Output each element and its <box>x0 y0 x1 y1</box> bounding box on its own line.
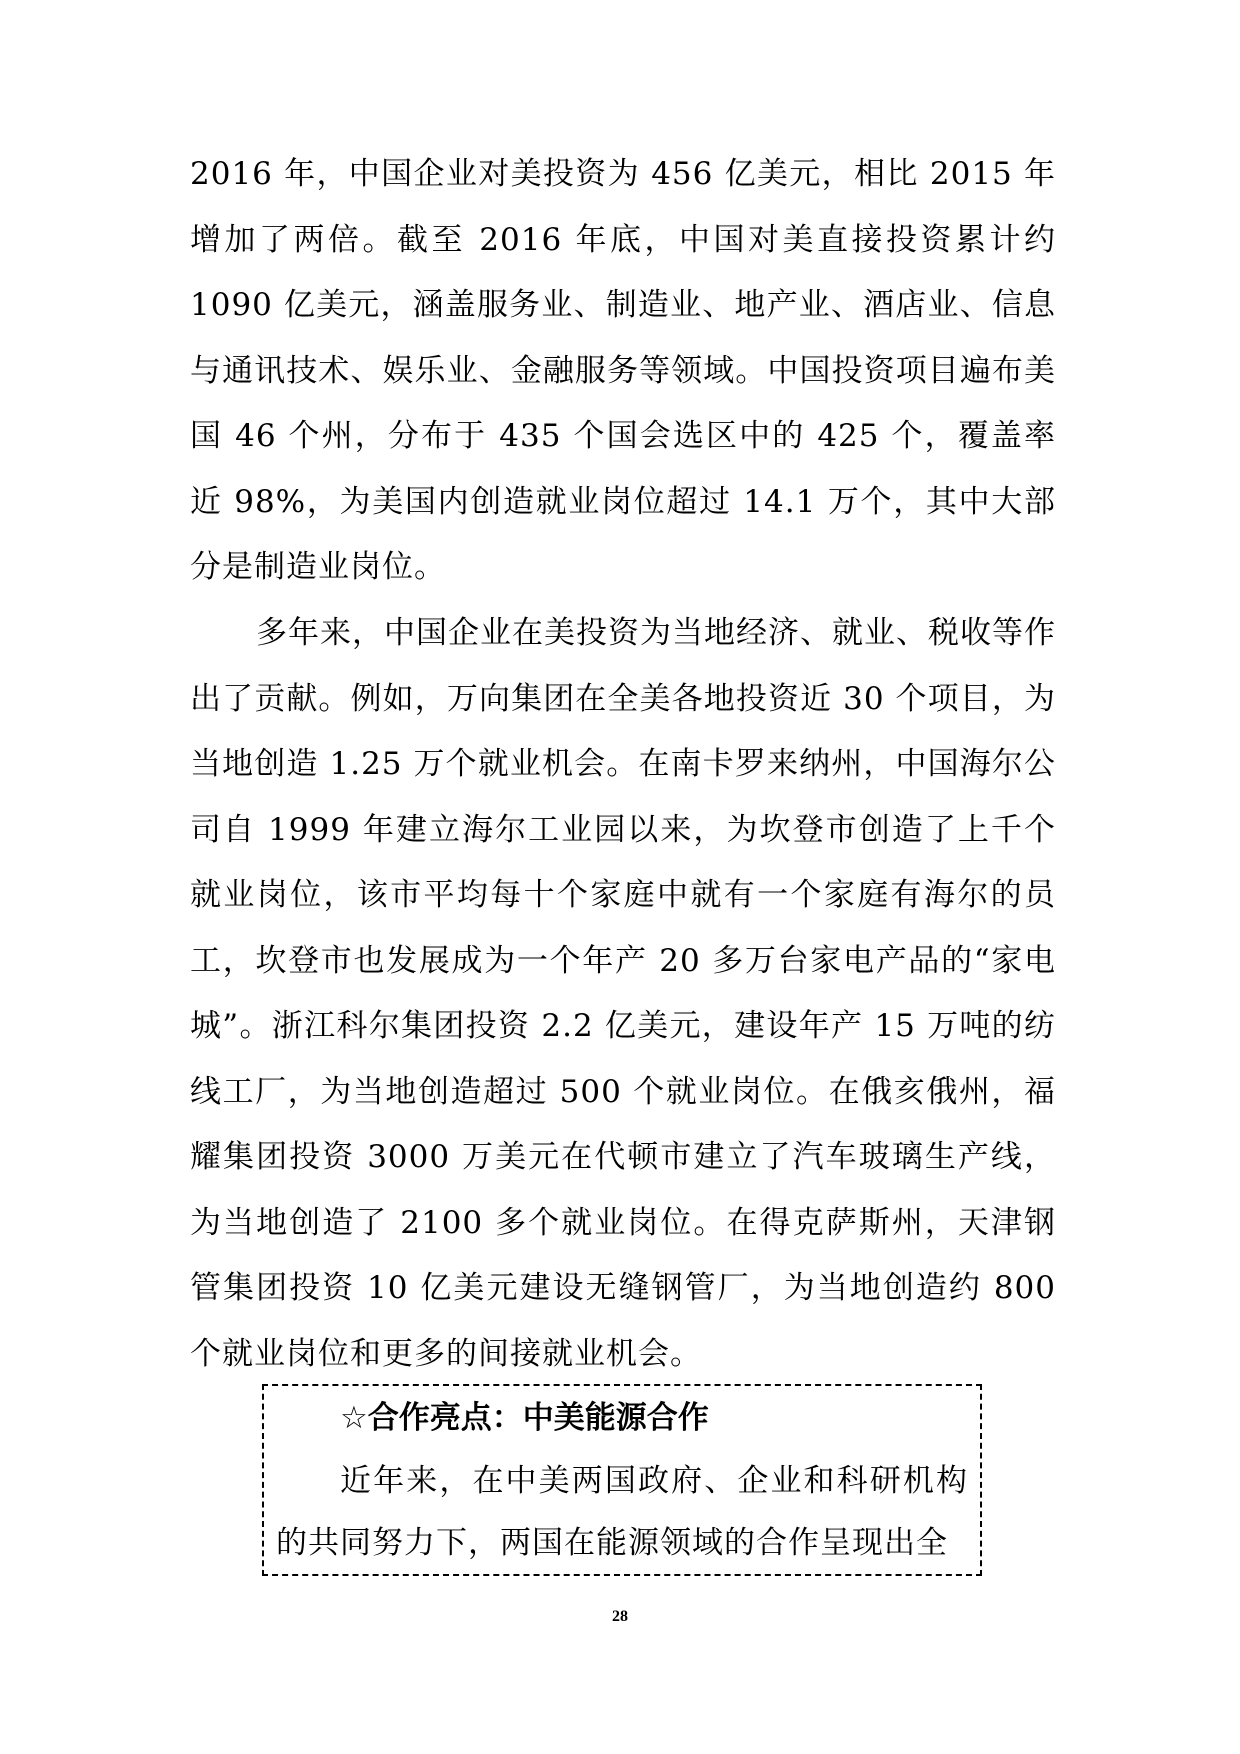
body-paragraph-2: 多年来，中国企业在美投资为当地经济、就业、税收等作出了贡献。例如，万向集团在全美各地投资近 30 个项目，为当地创造 1.25 万个就业机会。在南卡罗来纳州，中国海尔公司自 1999 年建立海尔工业园以来，为坎登市创造了上千个就业岗位，该市平均每十个家庭中就有一个家庭有海尔的员工，坎登市也发展成为一个年产 20 多万台家电产品的“家电城”。浙江科尔集团投资 2.2 亿美元，建设年产 15 万吨的纺线工厂，为当地创造超过 500 个就业岗位。在俄亥俄州，福耀集团投资 3000 万美元在代顿市建立了汽车玻璃生产线，为当地创造了 2100 多个就业岗位。在得克萨斯州，天津钢管集团投资 10 亿美元建设无缝钢管厂，为当地创造约 800 个就业岗位和更多的间接就业机会。 <box>190 615 1056 1372</box>
highlight-box-title: ☆合作亮点：中美能源合作 <box>340 1400 709 1436</box>
highlight-box-text: 近年来，在中美两国政府、企业和科研机构的共同努力下，两国在能源领域的合作呈现出全 <box>276 1463 968 1561</box>
cooperation-highlight-box <box>262 1384 982 1576</box>
page-number: 28 <box>612 1608 628 1625</box>
body-paragraph-1: 2016 年，中国企业对美投资为 456 亿美元，相比 2015 年增加了两倍。截至 2016 年底，中国对美直接投资累计约 1090 亿美元，涵盖服务业、制造业、地产业、酒店业、信息与通讯技术、娱乐业、金融服务等领域。中国投资项目遍布美国 46 个州，分布于 435 个国会选区中的 425 个，覆盖率近 98%，为美国内创造就业岗位超过 14.1 万个，其中大部分是制造业岗位。 <box>190 156 1056 585</box>
